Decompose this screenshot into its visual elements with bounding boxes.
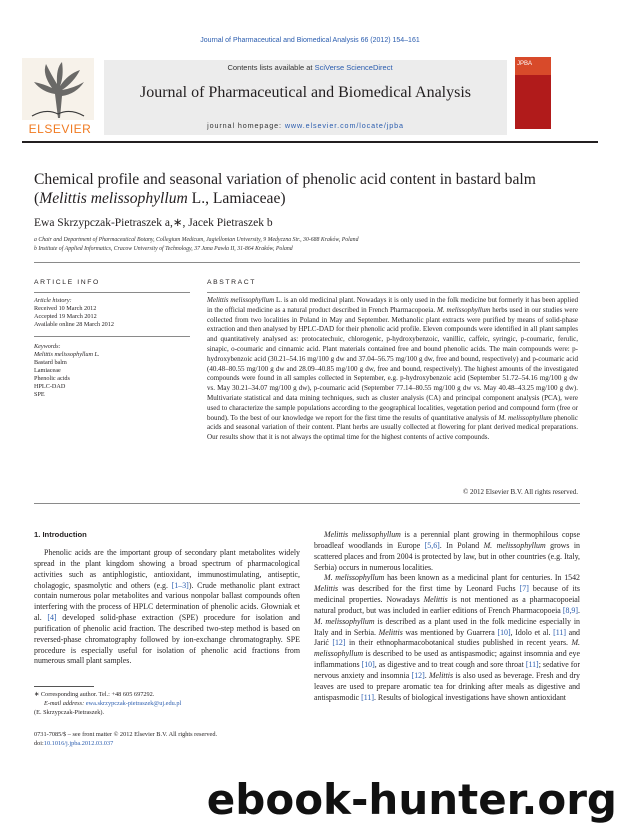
online-date: Available online 28 March 2012: [34, 321, 114, 328]
abstract-sentence: herbs used in our studies were collected from two localities in Poland in May and September. Methanolic plant extracts were purified by means of solid-phase extraction and then analysed by HPLC-DAD for their phenolic acid profile. Eleven compounds were identified in all plant samples and quantitatively analysed as: protocatechuic, chlorogenic, p-hydroxybenzoic, vanillic, caffeic, syringic, p-coumaric, ferulic, sinapic, o-coumaric and cinnamic acid. Plant materials contained free and bound phenolic acids. The main compounds were: p-hydroxybenzoic acid (30.21–54.16 mg/100 g dw and 37.04–56.75 mg/100 g dw, free and bound, respectively) and p-coumaric acid (40.48–80.55 mg/100 g dw and 28.09–40.85 mg/100 g dw, free and bound, respectively). The highest amounts of the investigated compounds were found in all samples collected in September, e.g. p-hydroxybenzoic acid (September 51.72–54.16 mg/100 g dw vs. May 30.21–34.07 mg/100 g dw), p-coumaric acid (September 77.14–80.55 mg/100 g dw vs. May 40.48–43.25 mg/100 g dw). Multivariate statistical and data mining techniques, such as cluster analysis (CA) and principal component analysis (PCA), were used to characterize the sample populations according to the geographical localities, vegetation period and compound form (free or bound). To the best of our knowledge we report for the first time the results of quantitative analysis of: [207, 305, 578, 422]
email-label: E-mail address:: [44, 700, 86, 707]
citation-link[interactable]: [11]: [525, 660, 539, 670]
author-list[interactable]: Ewa Skrzypczak-Pietraszek a,∗, Jacek Pietraszek b: [34, 217, 273, 229]
abstract-sentence: L. is an old medicinal plant. Nowadays it is only used in the folk medicine but formerly it has been applied in the official medicine as a natural product described in French Pharmacopoeia.: [207, 296, 578, 314]
received-date: Received 10 March 2012: [34, 305, 97, 312]
title-species: Melittis melissophyllum: [39, 190, 188, 207]
keyword-item: SPE: [34, 391, 45, 398]
corresponding-author-note: ∗ Corresponding author. Tel.: +48 605 697292.: [34, 691, 155, 698]
affiliation-a: a Chair and Department of Pharmaceutical Botany, Collegium Medicum, Jagiellonian University, 9 Medyczna Str., 30-688 Kraków, Poland: [34, 237, 359, 243]
copyright-notice: © 2012 Elsevier B.V. All rights reserved.: [462, 488, 578, 496]
citation-link[interactable]: [11]: [553, 627, 566, 637]
journal-homepage: [104, 121, 507, 130]
citation-link[interactable]: [11]: [361, 692, 374, 702]
article-info-divider: [34, 292, 190, 293]
email-link[interactable]: ewa.skrzypczak-pietraszek@uj.edu.pl: [85, 700, 182, 707]
affiliation-b: b Institute of Applied Informatics, Cracow University of Technology, 37 Jana Pawła II, 31-864 Kraków, Poland: [34, 246, 293, 252]
abstract-species: Melittis melissophyllum: [207, 296, 275, 304]
history-label: Article history:: [34, 297, 72, 304]
doi-link[interactable]: 10.1016/j.jpba.2012.03.037: [43, 740, 114, 747]
body-column-right: [314, 530, 580, 704]
keywords-divider: [34, 336, 190, 337]
homepage-prefix: journal homepage:: [207, 121, 285, 130]
article-title: [34, 170, 594, 208]
front-matter-note: 0731-7085/$ – see front matter © 2012 Elsevier B.V. All rights reserved.: [34, 731, 218, 738]
title-divider: [34, 262, 580, 263]
paragraph: Melittis melissophyllum is a perennial plant growing in thermophilous copse broadleaf woodlands in Europe [5,6]. In Poland M. melissophyllum grows in scattered places and from 2004 is protected by law, but in other countries (e.g. Italy, Serbia) occurs in numerous localities.: [314, 530, 580, 572]
paragraph: M. melissophyllum has been known as a medicinal plant for centuries. In 1542 Melittis was described for the first time by Leonard Fuchs [7] because of its medicinal properties. Nowadays Melittis is not mentioned as a pharmacopoeial natural product, but was included in earlier editions of French Pharmacopoeia [8,9]. M. melissophyllum is described as a plant used in the folk medicine especially in Italy and in Serbia. Melittis was mentioned by Guarrera [10], Idolo et al. [11] and Jarić [12] in their ethnopharmacobotanical studies published in recent years. M. melissophyllum is described to be used as antispasmodic; against insomnia and eye inflammations [10], as digestive and to treat cough and sore throat [11]; sedative for nervous anxiety and insomnia [12]. Melittis is also used as beverage. Fresh and dry leaves are used to prepare aromatic tea for drinking after meals as digestive and antispasmodic [11]. Results of biological investigations have shown antioxidant: [314, 573, 581, 702]
article-info-heading: ARTICLE INFO: [34, 279, 100, 286]
running-head[interactable]: Journal of Pharmaceutical and Biomedical Analysis 66 (2012) 154–161: [200, 37, 420, 44]
keyword-item: Melittis melissophyllum L.: [34, 351, 100, 358]
email-owner: (E. Skrzypczak-Pietraszek).: [34, 709, 105, 716]
doi-line: [34, 740, 304, 749]
keyword-item: HPLC-DAD: [34, 383, 66, 390]
doi-label: doi:: [34, 740, 44, 747]
citation-link[interactable]: [10]: [361, 660, 375, 670]
contents-prefix: Contents lists available at: [227, 63, 315, 72]
abstract-species: M. melissophyllum: [498, 413, 552, 422]
section-heading-introduction: 1. Introduction: [34, 530, 87, 539]
citation-link[interactable]: [12]: [332, 638, 346, 648]
citation-link[interactable]: [5,6]: [424, 540, 440, 550]
abstract-end-divider: [34, 503, 580, 504]
citation-link[interactable]: [10]: [497, 627, 511, 637]
abstract-text: [207, 296, 578, 443]
masthead-divider: [22, 141, 598, 143]
keywords-label: Keywords:: [34, 343, 61, 350]
abstract-divider: [207, 292, 580, 293]
site-watermark: ebook-hunter.org: [206, 775, 617, 824]
publisher-wordmark: ELSEVIER: [28, 122, 92, 136]
citation-link[interactable]: [1–3]: [171, 580, 189, 590]
title-rest: L., Lamiaceae): [187, 190, 286, 207]
accepted-date: Accepted 19 March 2012: [34, 313, 97, 320]
body-column-left: [34, 548, 300, 667]
keyword-item: Phenolic acids: [34, 375, 70, 382]
journal-cover-title: JPBA: [517, 61, 533, 67]
title-line-1: Chemical profile and seasonal variation of phenolic acid content in bastard balm: [34, 171, 536, 188]
paragraph: Phenolic acids are the important group of secondary plant metabolites widely spread in the plant kingdom showing a broad spectrum of pharmacological activities such as antiphlogistic, antioxidant, immunostimulating, antiseptic, cholagogic, spasmolytic and others (e.g. [1–3]). Crude methanolic plant extract contain numerous polar metabolites and various nonpolar ballast compounds often interfering with the process of HPLC determination of phenolic acids. Głowniak et al. [4] developed solid-phase extraction (SPE) procedure for isolation and purification of phenolic acid fraction. The described two-step method is based on reversed-phase chromatography followed by ion-exchange chromatography. SPE procedure is especially useful for isolation of phenolic acid fractions from numerous small plant samples.: [34, 548, 300, 666]
journal-title: Journal of Pharmaceutical and Biomedical Analysis: [139, 84, 472, 101]
keyword-item: Bastard balm: [34, 359, 67, 366]
homepage-link[interactable]: www.elsevier.com/locate/jpba: [284, 121, 404, 130]
abstract-species: M. melissophyllum: [437, 305, 491, 314]
sciencedirect-link[interactable]: SciVerse ScienceDirect: [314, 63, 393, 72]
citation-link[interactable]: [4]: [47, 613, 57, 623]
citation-link[interactable]: [12]: [411, 670, 425, 680]
abstract-sentence: phenolic acids and seasonal variation of their content. Plant herbs are usually collected at flowering for plant derived medical preparations. Our results show that it is not always the optimal time for the highest contents of active compounds.: [207, 413, 578, 442]
citation-link[interactable]: [7]: [519, 584, 529, 594]
email-footnote: [44, 700, 314, 709]
abstract-heading: ABSTRACT: [207, 279, 257, 286]
footnote-divider: [34, 686, 94, 687]
title-paren: (: [34, 190, 40, 207]
citation-link[interactable]: [8,9]: [562, 605, 579, 615]
keyword-item: Lamiaceae: [34, 367, 61, 374]
